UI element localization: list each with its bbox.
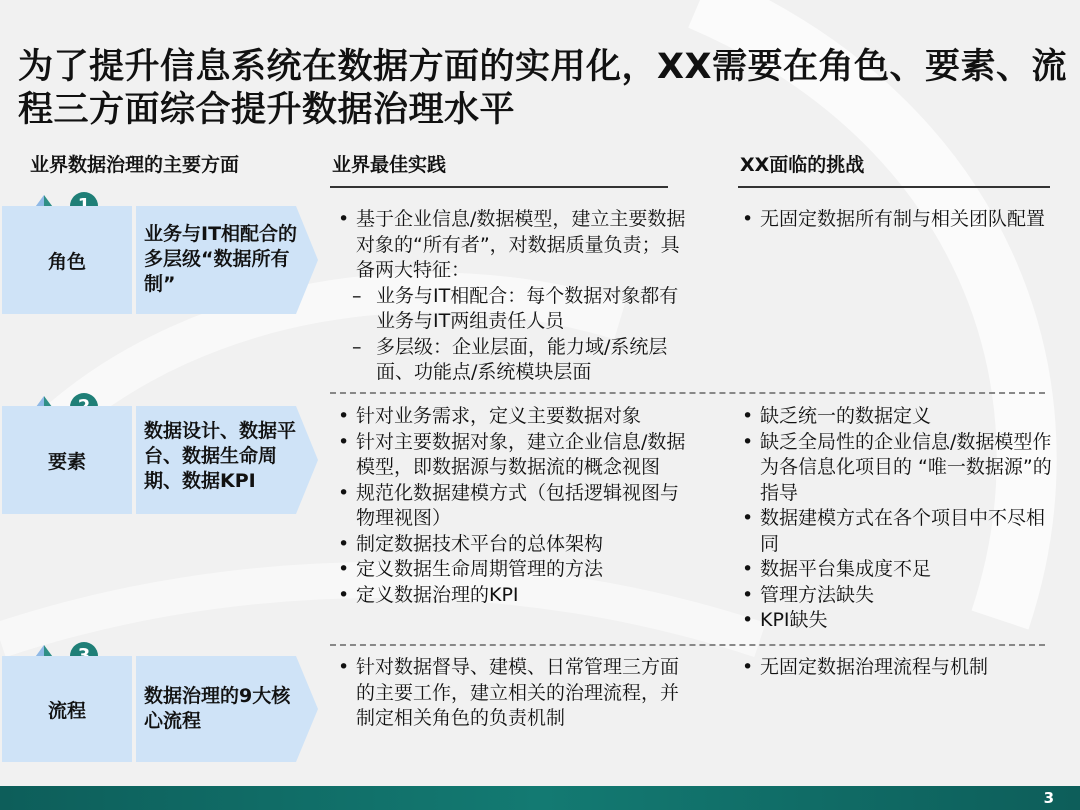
footer-bar [0,786,1080,810]
row-label-box: 要素 [2,406,132,514]
list-item: • 基于企业信息/数据模型，建立主要数据对象的“所有者”，对数据质量负责；具备两大特征： [336,207,686,284]
row-summary: 业务与IT相配合的多层级“数据所有制” [144,223,298,295]
list-item: • 缺乏全局性的企业信息/数据模型作为各信息化项目的 “唯一数据源”的指导 [740,430,1060,507]
page-title: 为了提升信息系统在数据方面的实用化，XX需要在角色、要素、流程三方面综合提升数据治理水平 [18,47,1067,130]
column-header-aspect: 业界数据治理的主要方面 [30,154,240,176]
column-header-challenge: XX面临的挑战 [740,154,865,176]
best-practice-list [336,655,686,732]
list-item: • 定义数据生命周期管理的方法 [336,557,686,583]
list-item: • 无固定数据治理流程与机制 [740,655,1060,681]
list-item: • 无固定数据所有制与相关团队配置 [740,207,1060,233]
list-item: • KPI缺失 [740,608,1060,634]
list-item: • 缺乏统一的数据定义 [740,404,1060,430]
list-item: • 管理方法缺失 [740,583,1060,609]
list-item: • 定义数据治理的KPI [336,583,686,609]
challenge-list [740,207,1060,233]
header-rule-challenge [738,186,1050,188]
challenge-list [740,404,1060,634]
row-divider [330,644,1045,646]
best-practice-list [336,207,686,386]
list-item: • 规范化数据建模方式（包括逻辑视图与物理视图） [336,481,686,532]
row-divider [330,392,1045,394]
column-header-best-practice: 业界最佳实践 [332,154,447,176]
row-label-box: 角色 [2,206,132,314]
page-number: 3 [1043,789,1054,807]
challenge-list [740,655,1060,681]
row-summary: 数据设计、数据平台、数据生命周期、数据KPI [144,420,297,492]
list-item: • 制定数据技术平台的总体架构 [336,532,686,558]
best-practice-list [336,404,686,608]
list-item: • 针对业务需求，定义主要数据对象 [336,404,686,430]
row-summary: 数据治理的9大核心流程 [144,685,291,732]
list-item: – 业务与IT相配合：每个数据对象都有业务与IT两组责任人员 [336,284,686,335]
list-item: • 针对数据督导、建模、日常管理三方面的主要工作，建立相关的治理流程，并制定相关角色的负责机制 [336,655,686,732]
list-item: • 针对主要数据对象，建立企业信息/数据模型，即数据源与数据流的概念视图 [336,430,686,481]
list-item: • 数据建模方式在各个项目中不尽相同 [740,506,1060,557]
row-label-box: 流程 [2,656,132,762]
header-rule-best [330,186,668,188]
list-item: • 数据平台集成度不足 [740,557,1060,583]
list-item: – 多层级：企业层面，能力域/系统层面、功能点/系统模块层面 [336,335,686,386]
